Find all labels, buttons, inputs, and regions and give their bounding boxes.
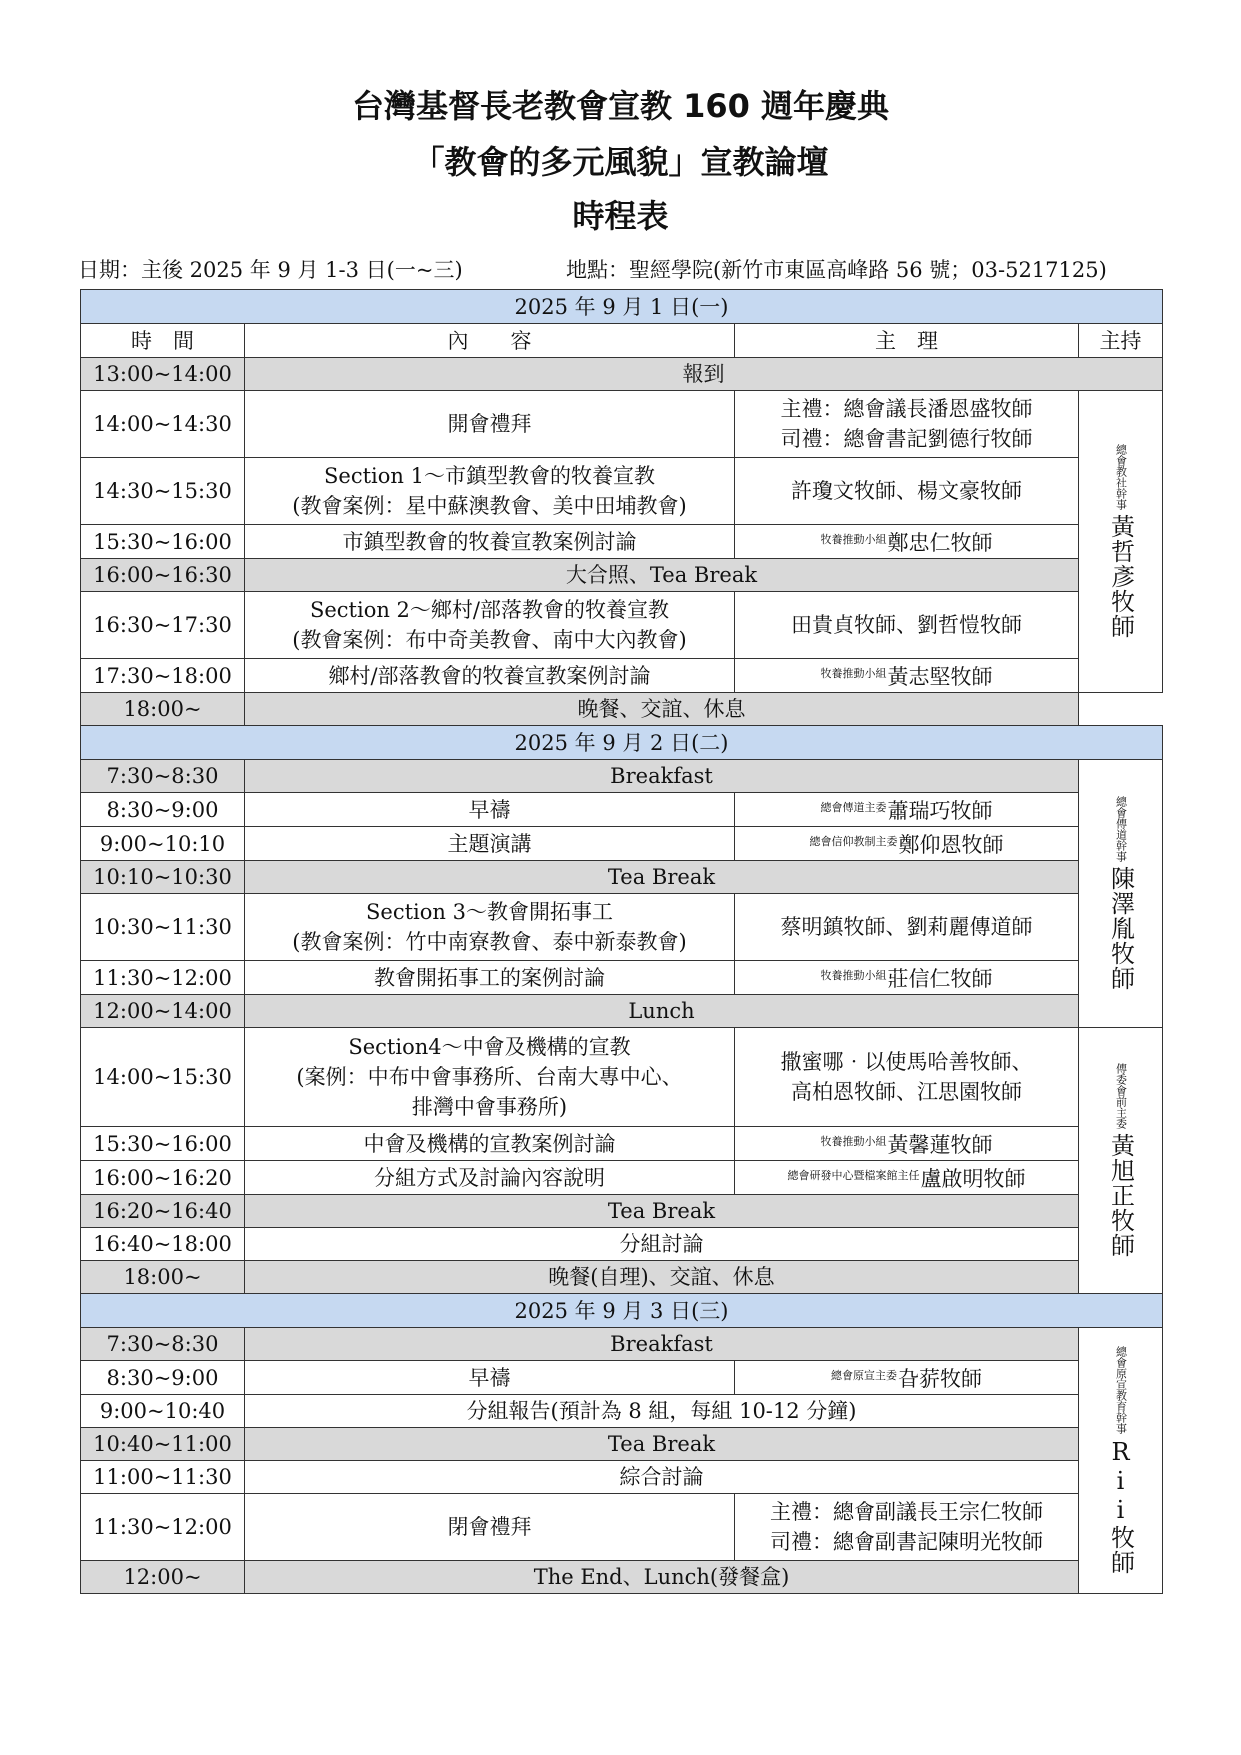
- time-cell: 8:30~9:00: [81, 793, 245, 827]
- lead-name: 鄭忠仁牧師: [887, 531, 993, 555]
- lead-cell: 許瓊文牧師、楊文豪牧師: [735, 458, 1079, 525]
- lead-cell: [735, 793, 1079, 827]
- table-row: [81, 1561, 1163, 1594]
- content-cell: 分組討論: [245, 1228, 1079, 1261]
- table-row: [81, 525, 1163, 559]
- host-name: 黃旭正牧師: [1106, 1133, 1135, 1258]
- content-cell: 分組方式及討論內容說明: [245, 1161, 735, 1195]
- time-cell: 10:40~11:00: [81, 1428, 245, 1461]
- lead-role: 牧養推動小組: [820, 533, 887, 546]
- content-line: Section 3～教會開拓事工: [366, 900, 613, 924]
- lead-cell: [735, 1361, 1079, 1395]
- time-cell: 8:30~9:00: [81, 1361, 245, 1395]
- lead-role: 牧養推動小組: [820, 1135, 887, 1148]
- time-cell: 9:00~10:10: [81, 827, 245, 861]
- lead-line: 撒蜜哪‧以使馬哈善牧師、: [780, 1050, 1033, 1074]
- table-row: [81, 961, 1163, 995]
- content-cell: 晚餐、交誼、休息: [245, 693, 1079, 726]
- time-cell: 9:00~10:40: [81, 1395, 245, 1428]
- content-cell: 閉會禮拜: [245, 1494, 735, 1561]
- lead-role: 總會研發中心暨檔案館主任: [787, 1169, 920, 1182]
- lead-name: 旮䓄牧師: [898, 1367, 982, 1391]
- time-cell: 13:00~14:00: [81, 358, 245, 391]
- time-cell: 12:00~: [81, 1561, 245, 1594]
- content-line: 排灣中會事務所): [411, 1095, 568, 1119]
- table-row: [81, 827, 1163, 861]
- table-row: [81, 1261, 1163, 1294]
- content-cell: 分組報告(預計為 8 組，每組 10-12 分鐘): [245, 1395, 1079, 1428]
- content-cell: Tea Break: [245, 1195, 1079, 1228]
- lead-line: 高柏恩牧師、江思園牧師: [791, 1080, 1022, 1104]
- day1-host: [1079, 391, 1163, 693]
- lead-role: 牧養推動小組: [820, 667, 887, 680]
- content-cell: Lunch: [245, 995, 1079, 1028]
- time-cell: 10:30~11:30: [81, 894, 245, 961]
- lead-cell: [735, 1494, 1079, 1561]
- table-row: [81, 1361, 1163, 1395]
- col-content-header: 內 容: [245, 324, 735, 358]
- content-cell: Tea Break: [245, 861, 1079, 894]
- table-row: [81, 1161, 1163, 1195]
- table-row: [81, 894, 1163, 961]
- day2-host-afternoon: [1079, 1028, 1163, 1294]
- lead-line: 主禮：總會副議長王宗仁牧師: [770, 1500, 1043, 1524]
- table-row: [81, 861, 1163, 894]
- table-row: [81, 1127, 1163, 1161]
- lead-cell: 蔡明鎮牧師、劉莉麗傳道師: [735, 894, 1079, 961]
- lead-cell: [735, 1028, 1079, 1127]
- lead-line: 司禮：總會書記劉德行牧師: [780, 427, 1033, 451]
- content-cell: 晚餐(自理)、交誼、休息: [245, 1261, 1079, 1294]
- time-cell: 14:00~14:30: [81, 391, 245, 458]
- content-cell: 中會及機構的宣教案例討論: [245, 1127, 735, 1161]
- content-cell: [245, 592, 735, 659]
- table-row: [81, 1028, 1163, 1127]
- time-cell: 18:00~: [81, 1261, 245, 1294]
- lead-cell: [735, 827, 1079, 861]
- lead-role: 牧養推動小組: [820, 969, 887, 982]
- time-cell: 7:30~8:30: [81, 1328, 245, 1361]
- col-host-header: 主持: [1079, 324, 1163, 358]
- forum-title: 「教會的多元風貌」宣教論壇: [412, 143, 829, 181]
- table-row: [81, 1395, 1163, 1428]
- col-lead-header: 主 理: [735, 324, 1079, 358]
- table-row: [81, 995, 1163, 1028]
- event-date: 日期：主後 2025 年 9 月 1-3 日(一~三): [78, 258, 463, 282]
- table-row: [81, 358, 1163, 391]
- content-line: (案例：中布中會事務所、台南大專中心、: [296, 1065, 683, 1089]
- time-cell: 16:20~16:40: [81, 1195, 245, 1228]
- table-row: [81, 760, 1163, 793]
- day1-header: 2025 年 9 月 1 日(一): [81, 290, 1163, 324]
- content-cell: Breakfast: [245, 1328, 1079, 1361]
- host-name: Rii牧師: [1106, 1438, 1135, 1575]
- table-row: [81, 659, 1163, 693]
- host-name: 陳澤胤牧師: [1106, 866, 1135, 991]
- content-cell: 早禱: [245, 793, 735, 827]
- content-cell: 開會禮拜: [245, 391, 735, 458]
- time-cell: 11:00~11:30: [81, 1461, 245, 1494]
- schedule-title: 時程表: [572, 197, 669, 235]
- day3-host: [1079, 1328, 1163, 1594]
- content-cell: [245, 1028, 735, 1127]
- event-location: 地點：聖經學院(新竹市東區高峰路 56 號；03-5217125): [566, 258, 1107, 282]
- lead-line: 主禮：總會議長潘恩盛牧師: [780, 397, 1033, 421]
- content-cell: [245, 894, 735, 961]
- day3-header: 2025 年 9 月 3 日(三): [81, 1294, 1163, 1328]
- host-title: 傳委會前主委: [1114, 1063, 1128, 1129]
- time-cell: 18:00~: [81, 693, 245, 726]
- content-cell: 早禱: [245, 1361, 735, 1395]
- content-cell: Breakfast: [245, 760, 1079, 793]
- lead-line: 司禮：總會副書記陳明光牧師: [770, 1530, 1043, 1554]
- time-cell: 7:30~8:30: [81, 760, 245, 793]
- content-line: Section 2～鄉村/部落教會的牧養宣教: [309, 598, 669, 622]
- lead-cell: [735, 391, 1079, 458]
- content-cell: 綜合討論: [245, 1461, 1079, 1494]
- table-row: [81, 1328, 1163, 1361]
- lead-name: 盧啟明牧師: [920, 1167, 1026, 1191]
- time-cell: 16:40~18:00: [81, 1228, 245, 1261]
- content-line: Section 1～市鎮型教會的牧養宣教: [324, 464, 655, 488]
- host-name: 黃哲彥牧師: [1106, 514, 1135, 639]
- table-row: [81, 458, 1163, 525]
- schedule-table: [80, 289, 1163, 1594]
- content-cell: The End、Lunch(發餐盒): [245, 1561, 1079, 1594]
- day2-host-morning: [1079, 760, 1163, 1028]
- table-row: [81, 391, 1163, 458]
- content-cell: 市鎮型教會的牧養宣教案例討論: [245, 525, 735, 559]
- host-title: 總會傳道幹事: [1114, 796, 1128, 862]
- table-row: [81, 1195, 1163, 1228]
- lead-cell: [735, 1127, 1079, 1161]
- lead-name: 鄭仰恩牧師: [898, 833, 1004, 857]
- content-cell: 大合照、Tea Break: [245, 559, 1079, 592]
- content-cell: 主題演講: [245, 827, 735, 861]
- lead-name: 莊信仁牧師: [887, 967, 993, 991]
- content-line: (教會案例：竹中南寮教會、泰中新泰教會): [292, 930, 687, 954]
- host-title: 總會原宣教育幹事: [1114, 1346, 1128, 1434]
- lead-role: 總會傳道主委: [820, 801, 887, 814]
- content-cell: Tea Break: [245, 1428, 1079, 1461]
- time-cell: 11:30~12:00: [81, 1494, 245, 1561]
- lead-role: 總會信仰教制主委: [809, 835, 898, 848]
- lead-name: 黃馨蓮牧師: [887, 1133, 993, 1157]
- time-cell: 12:00~14:00: [81, 995, 245, 1028]
- table-row: [81, 592, 1163, 659]
- time-cell: 16:30~17:30: [81, 592, 245, 659]
- time-cell: 14:00~15:30: [81, 1028, 245, 1127]
- table-row: [81, 693, 1163, 726]
- table-row: [81, 1228, 1163, 1261]
- content-line: (教會案例：星中蘇澳教會、美中田埔教會): [292, 494, 687, 518]
- table-row: [81, 793, 1163, 827]
- lead-name: 黃志堅牧師: [887, 665, 993, 689]
- col-time-header: 時 間: [81, 324, 245, 358]
- event-title: 台灣基督長老教會宣教 160 週年慶典: [351, 87, 890, 125]
- time-cell: 10:10~10:30: [81, 861, 245, 894]
- table-row: [81, 1494, 1163, 1561]
- table-row: [81, 1428, 1163, 1461]
- lead-cell: [735, 961, 1079, 995]
- time-cell: 17:30~18:00: [81, 659, 245, 693]
- lead-name: 蕭瑞巧牧師: [887, 799, 993, 823]
- day2-header: 2025 年 9 月 2 日(二): [81, 726, 1163, 760]
- time-cell: 16:00~16:30: [81, 559, 245, 592]
- content-cell: 教會開拓事工的案例討論: [245, 961, 735, 995]
- content-line: (教會案例：布中奇美教會、南中大內教會): [292, 628, 687, 652]
- content-line: Section4～中會及機構的宣教: [348, 1035, 631, 1059]
- lead-cell: [735, 525, 1079, 559]
- time-cell: 16:00~16:20: [81, 1161, 245, 1195]
- table-row: [81, 1461, 1163, 1494]
- lead-cell: [735, 659, 1079, 693]
- lead-cell: 田貴貞牧師、劉哲愷牧師: [735, 592, 1079, 659]
- content-cell: 報到: [245, 358, 1163, 391]
- content-cell: 鄉村/部落教會的牧養宣教案例討論: [245, 659, 735, 693]
- table-row: [81, 559, 1163, 592]
- time-cell: 14:30~15:30: [81, 458, 245, 525]
- time-cell: 15:30~16:00: [81, 525, 245, 559]
- content-cell: [245, 458, 735, 525]
- host-title: 總會教社幹事: [1114, 444, 1128, 510]
- time-cell: 15:30~16:00: [81, 1127, 245, 1161]
- lead-cell: [735, 1161, 1079, 1195]
- lead-role: 總會原宣主委: [831, 1369, 897, 1382]
- time-cell: 11:30~12:00: [81, 961, 245, 995]
